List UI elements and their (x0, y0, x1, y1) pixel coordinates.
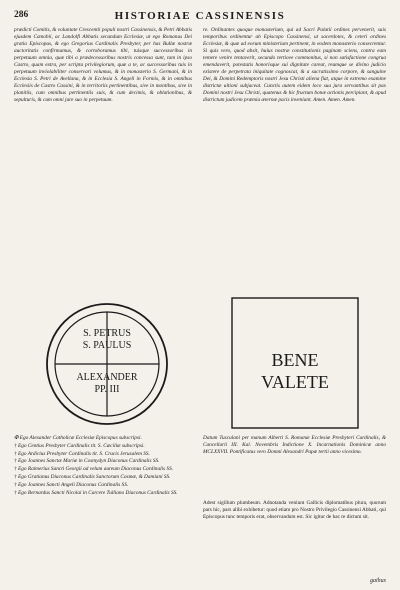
left-column-text: prædicti Comitis, & voluntate Crescentii populi nostri Cassinensis, & Petri Abbatis ejusdem Cænobii, ac Landolfi Abbatis secundum Ecclesiæ, ut ego Romanus Dei gratia Episcopus, & ego Gregorius Cardinalis Presbyter, per has Bullæ nostræ auctoritatis confirmamus, & corroboramus tibi, tuisque successoribus in perpetuum omnia, quæ tibi a prædecessoribus nostris concessa sunt, tam in ipso Castro, quam extra, per scripta privilegiorum, quæ a te, ac successoribus tuis in perpetuum inviolabiliter conservari volumus, & in monasterio S. Germani, & in Ecclesia S. Petri de Avellana, & in Ecclesia S. Angeli in Formis, & in omnibus Ecclesiis de Castro Cassini, & in territoriis pertinentibus, sive in montibus, sive in planitiis, cum omnibus pertinentiis suis, & cum decimis, & oblationibus, & sepulturis, & cum omni jure suo in perpetuum. (14, 27, 192, 103)
svg-text:S. PETRUS: S. PETRUS (83, 328, 131, 339)
svg-text:ALEXANDER: ALEXANDER (76, 372, 138, 383)
bene-valete-monogram (230, 296, 360, 430)
editor-notes: Adest sigillum plumbeum. Adnotanda veniunt Gallicis diplomatibus plura, quorum pars hic, pars alibi exhibetur: quod etiam pro Nostro Privilegio Cassinensi Abbati, qui Episcopus tunc temporis erat, observandum est. Sic igitur de hac re dictum sit. (203, 500, 386, 520)
subscriptions-list (14, 435, 192, 497)
right-column-text: re. Ordinantes quoque monasterium, qui ad Sacri Palatii ordines pervenerit, suis temporibus ordinentur ab Episcopo Cassinensi, ut sacerdotes, & ceteri ordines Ecclesiæ, & quæ ad eorum ministerium pertinent, in eodem monasterio consecrentur. Si quis vero, quod absit, huius nostræ constitutionis paginam sciens, contra eam temere venire tentaverit, secundo tertiove commonitus, si non satisfactione congrua emendaverit, potestatis honorisque sui dignitate careat, reumque se divino judicio existere de perpetrata iniquitate cognoscat, & a sacratissimo corpore, & sanguine Dei, & Domini Redemptoris nostri Jesu Christi aliena fiat, atque in extremo examine districtæ ultioni subjaceat. Cunctis autem eidem loco sua jura servantibus sit pax Domini nostri Jesu Christi, quatenus & hic fructum bonæ actionis percipiant, & apud districtum judicem præmia æternæ pacis inveniant. Amen. Amen. Amen. (203, 27, 386, 103)
running-title: HISTORIAE CASSINENSIS (114, 10, 286, 22)
subscription-line: † Ego Joannes Sanctæ Mariæ in Cosmydyn Diaconus Cardinalis SS. (14, 458, 160, 465)
subscription-line: † Ego Joannes Sancti Angeli Diaconus Cardinalis SS. (14, 481, 129, 488)
papal-rota-seal (35, 298, 180, 430)
page-number: 286 (14, 10, 29, 20)
subscription-line: ✠ Ego Alexander Catholicæ Ecclesiæ Episcopus subscripsi. (14, 435, 142, 441)
running-header (14, 10, 386, 24)
svg-text:PP. III: PP. III (94, 384, 120, 395)
svg-text:BENE: BENE (271, 350, 319, 370)
datum-clause: Datum Tusculani per manum Alberti S. Romanæ Ecclesiæ Presbyteri Cardinalis, & Cancellarii III. Kal. Novembris Indictione X. Incarnationis Dominicæ anno MCLXXVII. Pontificatus vero Domni Alexandri Papæ tertii anno vicesimo. (203, 435, 386, 455)
svg-text:S. PAULUS: S. PAULUS (82, 340, 132, 351)
subscription-line: † Ego Gratianus Diaconus Cardinalis Sanctorum Cosmæ, & Damiani SS. (14, 473, 171, 480)
subscription-line: † Ego Raimerius Sancti Georgii ad velum aureum Diaconus Cardinalis SS. (14, 466, 174, 473)
catchword: gaihus (369, 578, 386, 584)
subscription-line: † Ego Ardicius Presbyter Cardinalis tit. S. Crucis Jerusalem SS. (14, 450, 150, 457)
subscription-line: † Ego Bernardus Sancti Nicolai in Carcere Tulliano Diaconus Cardinalis SS. (14, 489, 178, 496)
svg-text:VALETE: VALETE (261, 372, 329, 392)
subscription-line: † Ego Centius Presbyter Cardinalis tit. S. Cæciliæ subscripsi. (14, 442, 145, 449)
